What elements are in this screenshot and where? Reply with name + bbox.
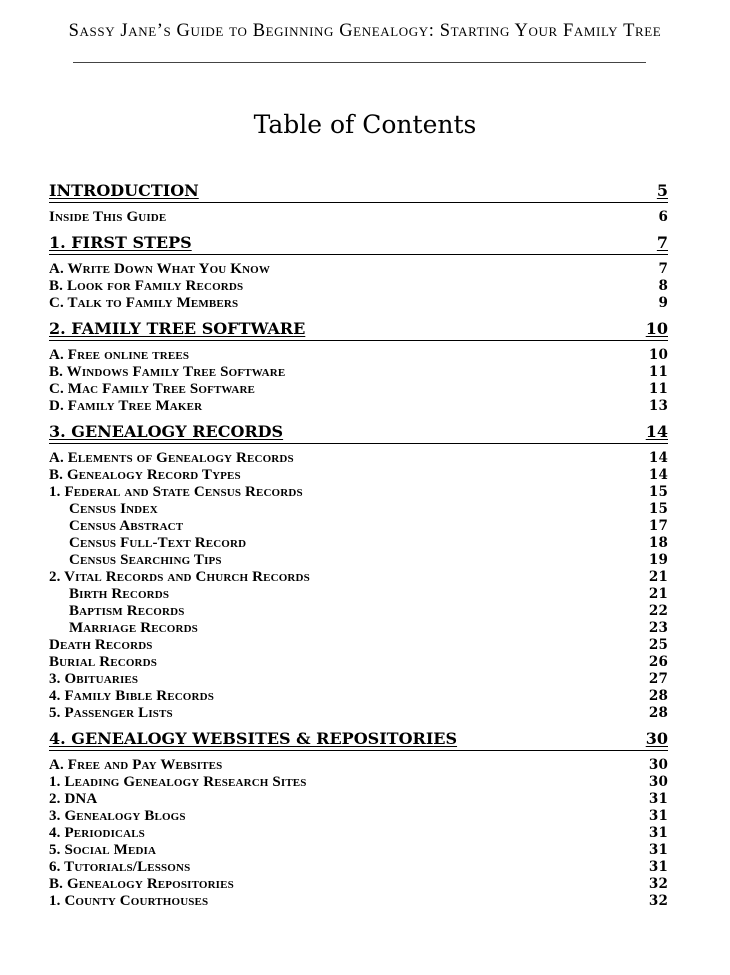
- entry-page-number: 31: [648, 791, 668, 807]
- toc-entry-link[interactable]: [49, 450, 668, 467]
- entry-page-number: 13: [648, 398, 668, 414]
- section-page-number: 30: [645, 729, 668, 748]
- entry-label: B. Genealogy Record Types: [49, 467, 241, 483]
- entry-page-number: 15: [648, 501, 668, 517]
- toc-section: [49, 181, 668, 226]
- entry-label: 5. Social Media: [49, 842, 157, 858]
- entry-page-number: 28: [648, 705, 668, 721]
- entry-label: A. Elements of Genealogy Records: [49, 450, 294, 466]
- toc-entry-link[interactable]: [49, 501, 668, 518]
- entry-label: 5. Passenger Lists: [49, 705, 173, 721]
- toc-section-heading-link[interactable]: [49, 319, 668, 341]
- entry-label: B. Windows Family Tree Software: [49, 364, 286, 380]
- entry-label: 4. Periodicals: [49, 825, 145, 841]
- toc-section: [49, 729, 668, 910]
- entry-label: Death Records: [49, 637, 153, 653]
- entry-page-number: 9: [658, 295, 668, 311]
- toc-entry-link[interactable]: [49, 295, 668, 312]
- entry-page-number: 14: [648, 450, 668, 466]
- toc-entry-link[interactable]: [49, 671, 668, 688]
- entry-label: Inside This Guide: [49, 209, 167, 225]
- toc-section-heading-link[interactable]: [49, 233, 668, 255]
- entry-page-number: 31: [648, 825, 668, 841]
- header-divider: [73, 62, 646, 63]
- toc-entry-link[interactable]: [49, 518, 668, 535]
- entry-page-number: 32: [648, 876, 668, 892]
- entry-label: 3. Obituaries: [49, 671, 139, 687]
- entry-label: C. Mac Family Tree Software: [49, 381, 256, 397]
- entry-label: Census Index: [69, 501, 158, 517]
- toc-section: [49, 422, 668, 722]
- section-title: 4. GENEALOGY WEBSITES & REPOSITORIES: [49, 729, 458, 748]
- toc-entry-link[interactable]: [49, 637, 668, 654]
- entry-page-number: 32: [648, 893, 668, 909]
- toc-entry-link[interactable]: [49, 209, 668, 226]
- entry-page-number: 27: [648, 671, 668, 687]
- toc-entry-link[interactable]: [49, 791, 668, 808]
- toc-entry-link[interactable]: [49, 535, 668, 552]
- entry-page-number: 28: [648, 688, 668, 704]
- entry-label: 3. Genealogy Blogs: [49, 808, 186, 824]
- section-page-number: 10: [645, 319, 668, 338]
- toc-entry-link[interactable]: [49, 859, 668, 876]
- toc-section-heading-link[interactable]: [49, 729, 668, 751]
- table-of-contents: [49, 181, 668, 917]
- entry-page-number: 17: [648, 518, 668, 534]
- toc-entry-link[interactable]: [49, 364, 668, 381]
- entry-label: 1. Leading Genealogy Research Sites: [49, 774, 307, 790]
- toc-entry-link[interactable]: [49, 586, 668, 603]
- toc-entry-link[interactable]: [49, 808, 668, 825]
- toc-entry-link[interactable]: [49, 876, 668, 893]
- entry-page-number: 26: [648, 654, 668, 670]
- entry-page-number: 21: [648, 569, 668, 585]
- entry-page-number: 21: [648, 586, 668, 602]
- entry-label: Birth Records: [69, 586, 170, 602]
- toc-entry-link[interactable]: [49, 381, 668, 398]
- entry-page-number: 14: [648, 467, 668, 483]
- toc-entry-link[interactable]: [49, 569, 668, 586]
- toc-entry-link[interactable]: [49, 893, 668, 910]
- entry-label: Marriage Records: [69, 620, 198, 636]
- entry-page-number: 11: [648, 364, 668, 380]
- entry-page-number: 7: [658, 261, 668, 277]
- page-title: Table of Contents: [253, 110, 477, 139]
- entry-label: A. Free and Pay Websites: [49, 757, 223, 773]
- entry-page-number: 8: [658, 278, 668, 294]
- section-title: 2. FAMILY TREE SOFTWARE: [49, 319, 306, 338]
- toc-entry-link[interactable]: [49, 552, 668, 569]
- entry-page-number: 10: [648, 347, 668, 363]
- entry-label: 1. County Courthouses: [49, 893, 209, 909]
- section-title: 1. FIRST STEPS: [49, 233, 192, 252]
- section-title: INTRODUCTION: [49, 181, 199, 200]
- entry-label: 1. Federal and State Census Records: [49, 484, 303, 500]
- toc-entry-link[interactable]: [49, 688, 668, 705]
- section-page-number: 7: [656, 233, 668, 252]
- entry-page-number: 30: [648, 774, 668, 790]
- toc-entry-link[interactable]: [49, 347, 668, 364]
- entry-label: D. Family Tree Maker: [49, 398, 203, 414]
- toc-entry-link[interactable]: [49, 620, 668, 637]
- toc-entry-link[interactable]: [49, 842, 668, 859]
- entry-label: Census Abstract: [69, 518, 184, 534]
- entry-label: B. Look for Family Records: [49, 278, 244, 294]
- toc-entry-link[interactable]: [49, 705, 668, 722]
- entry-label: Census Searching Tips: [69, 552, 222, 568]
- entry-page-number: 25: [648, 637, 668, 653]
- entry-page-number: 23: [648, 620, 668, 636]
- entry-label: Census Full-Text Record: [69, 535, 247, 551]
- toc-entry-link[interactable]: [49, 774, 668, 791]
- entry-page-number: 22: [648, 603, 668, 619]
- section-title: 3. GENEALOGY RECORDS: [49, 422, 284, 441]
- section-page-number: 14: [645, 422, 668, 441]
- entry-page-number: 19: [648, 552, 668, 568]
- toc-entry-link[interactable]: [49, 278, 668, 295]
- entry-label: Baptism Records: [69, 603, 185, 619]
- entry-page-number: 18: [648, 535, 668, 551]
- toc-section: [49, 233, 668, 312]
- entry-label: A. Free online trees: [49, 347, 190, 363]
- entry-label: 2. DNA: [49, 791, 98, 807]
- entry-page-number: 11: [648, 381, 668, 397]
- toc-section-heading-link[interactable]: [49, 181, 668, 203]
- toc-entry-link[interactable]: [49, 603, 668, 620]
- toc-entry-link[interactable]: [49, 261, 668, 278]
- toc-entry-link[interactable]: [49, 757, 668, 774]
- toc-entry-link[interactable]: [49, 467, 668, 484]
- running-header: Sassy Jane’s Guide to Beginning Genealogy: Starting Your Family Tree: [68, 21, 662, 41]
- entry-label: 2. Vital Records and Church Records: [49, 569, 310, 585]
- toc-entry-link[interactable]: [49, 398, 668, 415]
- toc-section: [49, 319, 668, 415]
- entry-page-number: 31: [648, 808, 668, 824]
- entry-page-number: 15: [648, 484, 668, 500]
- entry-page-number: 30: [648, 757, 668, 773]
- entry-page-number: 6: [658, 209, 668, 225]
- toc-entry-link[interactable]: [49, 654, 668, 671]
- entry-page-number: 31: [648, 859, 668, 875]
- entry-label: Burial Records: [49, 654, 157, 670]
- entry-label: 6. Tutorials/Lessons: [49, 859, 191, 875]
- toc-entry-link[interactable]: [49, 825, 668, 842]
- entry-label: C. Talk to Family Members: [49, 295, 239, 311]
- entry-label: B. Genealogy Repositories: [49, 876, 234, 892]
- entry-page-number: 31: [648, 842, 668, 858]
- entry-label: 4. Family Bible Records: [49, 688, 214, 704]
- entry-label: A. Write Down What You Know: [49, 261, 271, 277]
- section-page-number: 5: [656, 181, 668, 200]
- toc-entry-link[interactable]: [49, 484, 668, 501]
- toc-section-heading-link[interactable]: [49, 422, 668, 444]
